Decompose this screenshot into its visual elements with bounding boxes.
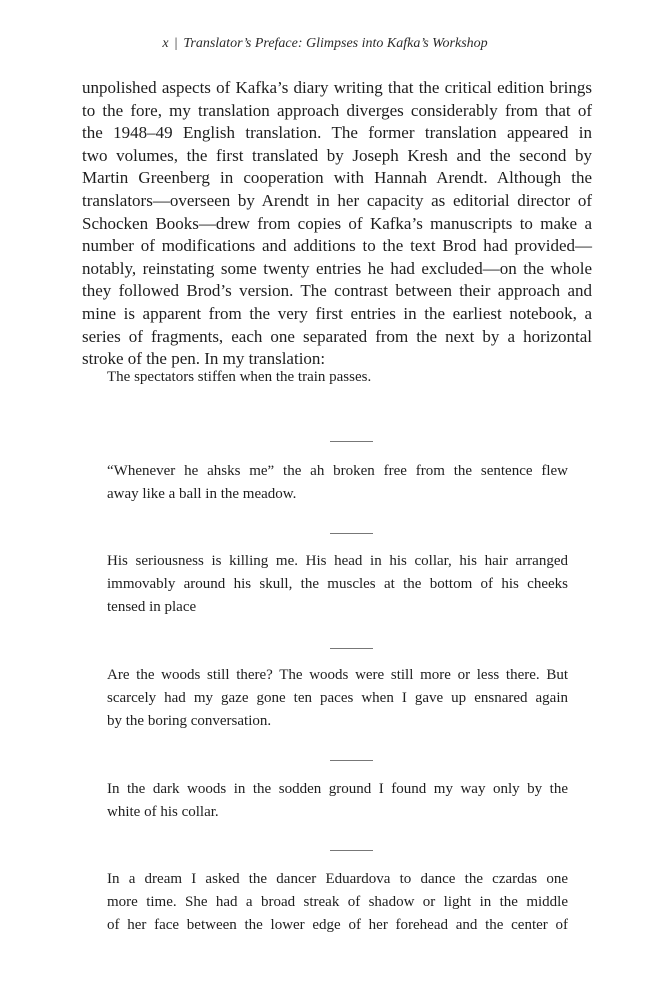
paragraph-line: notably, reinstating some twenty entries he had excluded—on the whole bbox=[82, 258, 592, 278]
fragment-line: of her face between the lower edge of her forehead and the center of bbox=[107, 917, 568, 933]
fragment-line: “Whenever he ahsks me” the ah broken free from the sentence flew bbox=[107, 463, 568, 479]
paragraph-line: two volumes, the first translated by Joseph Kresh and the second by bbox=[82, 145, 592, 165]
diary-fragment bbox=[107, 868, 568, 937]
fragment-line: by the boring conversation. bbox=[107, 713, 272, 729]
body-paragraph bbox=[82, 77, 592, 371]
paragraph-line: unpolished aspects of Kafka’s diary writing that the critical edition brings bbox=[82, 78, 592, 97]
page-number: x bbox=[162, 36, 169, 51]
fragment-line: tensed in place bbox=[107, 599, 197, 615]
fragment-line: In the dark woods in the sodden ground I found my way only by the bbox=[107, 781, 568, 797]
fragment-line: Are the woods still there? The woods were still more or less there. But bbox=[107, 667, 568, 683]
header-separator: | bbox=[174, 36, 178, 51]
fragment-line: more time. She had a broad streak of shadow or light in the middle bbox=[107, 894, 568, 910]
paragraph-line: stroke of the pen. In my translation: bbox=[82, 349, 326, 369]
fragment-line: His seriousness is killing me. His head in his collar, his hair arranged bbox=[107, 553, 568, 569]
fragment-line: immovably around his skull, the muscles at the bottom of his cheeks bbox=[107, 576, 568, 592]
running-title: Translator’s Preface: Glimpses into Kafka’s Workshop bbox=[183, 36, 488, 51]
fragment-divider bbox=[330, 648, 373, 649]
fragment-line: In a dream I asked the dancer Eduardova to dance the czardas one bbox=[107, 871, 568, 887]
paragraph-line: Schocken Books—drew from copies of Kafka’s manuscripts to make a bbox=[82, 213, 592, 233]
paragraph-line: series of fragments, each one separated from the next by a horizontal bbox=[82, 326, 592, 346]
paragraph-line: translators—overseen by Arendt in her capacity as editorial director of bbox=[82, 190, 592, 210]
fragment-line: The spectators stiffen when the train passes. bbox=[107, 369, 372, 385]
diary-fragment bbox=[107, 664, 568, 733]
fragment-divider bbox=[330, 441, 373, 442]
paragraph-line: Martin Greenberg in cooperation with Hannah Arendt. Although the bbox=[82, 168, 592, 188]
fragment-line: scarcely had my gaze gone ten paces when I gave up ensnared again bbox=[107, 690, 568, 706]
fragment-divider bbox=[330, 850, 373, 851]
fragment-line: white of his collar. bbox=[107, 804, 219, 820]
diary-fragment bbox=[107, 778, 568, 824]
paragraph-line: number of modifications and additions to the text Brod had provided— bbox=[82, 236, 592, 256]
diary-fragment bbox=[107, 550, 568, 619]
paragraph-line: the 1948–49 English translation. The former translation appeared in bbox=[82, 123, 592, 143]
diary-fragment bbox=[107, 366, 568, 389]
running-header bbox=[0, 36, 650, 52]
paragraph-line: to the fore, my translation approach diverges considerably from that of bbox=[82, 100, 592, 120]
paragraph-line: they followed Brod’s version. The contrast between their approach and bbox=[82, 281, 592, 301]
paragraph-line: mine is apparent from the very first entries in the earliest notebook, a bbox=[82, 303, 592, 323]
diary-fragment bbox=[107, 460, 568, 506]
fragment-line: away like a ball in the meadow. bbox=[107, 486, 297, 502]
fragment-divider bbox=[330, 760, 373, 761]
fragment-divider bbox=[330, 533, 373, 534]
